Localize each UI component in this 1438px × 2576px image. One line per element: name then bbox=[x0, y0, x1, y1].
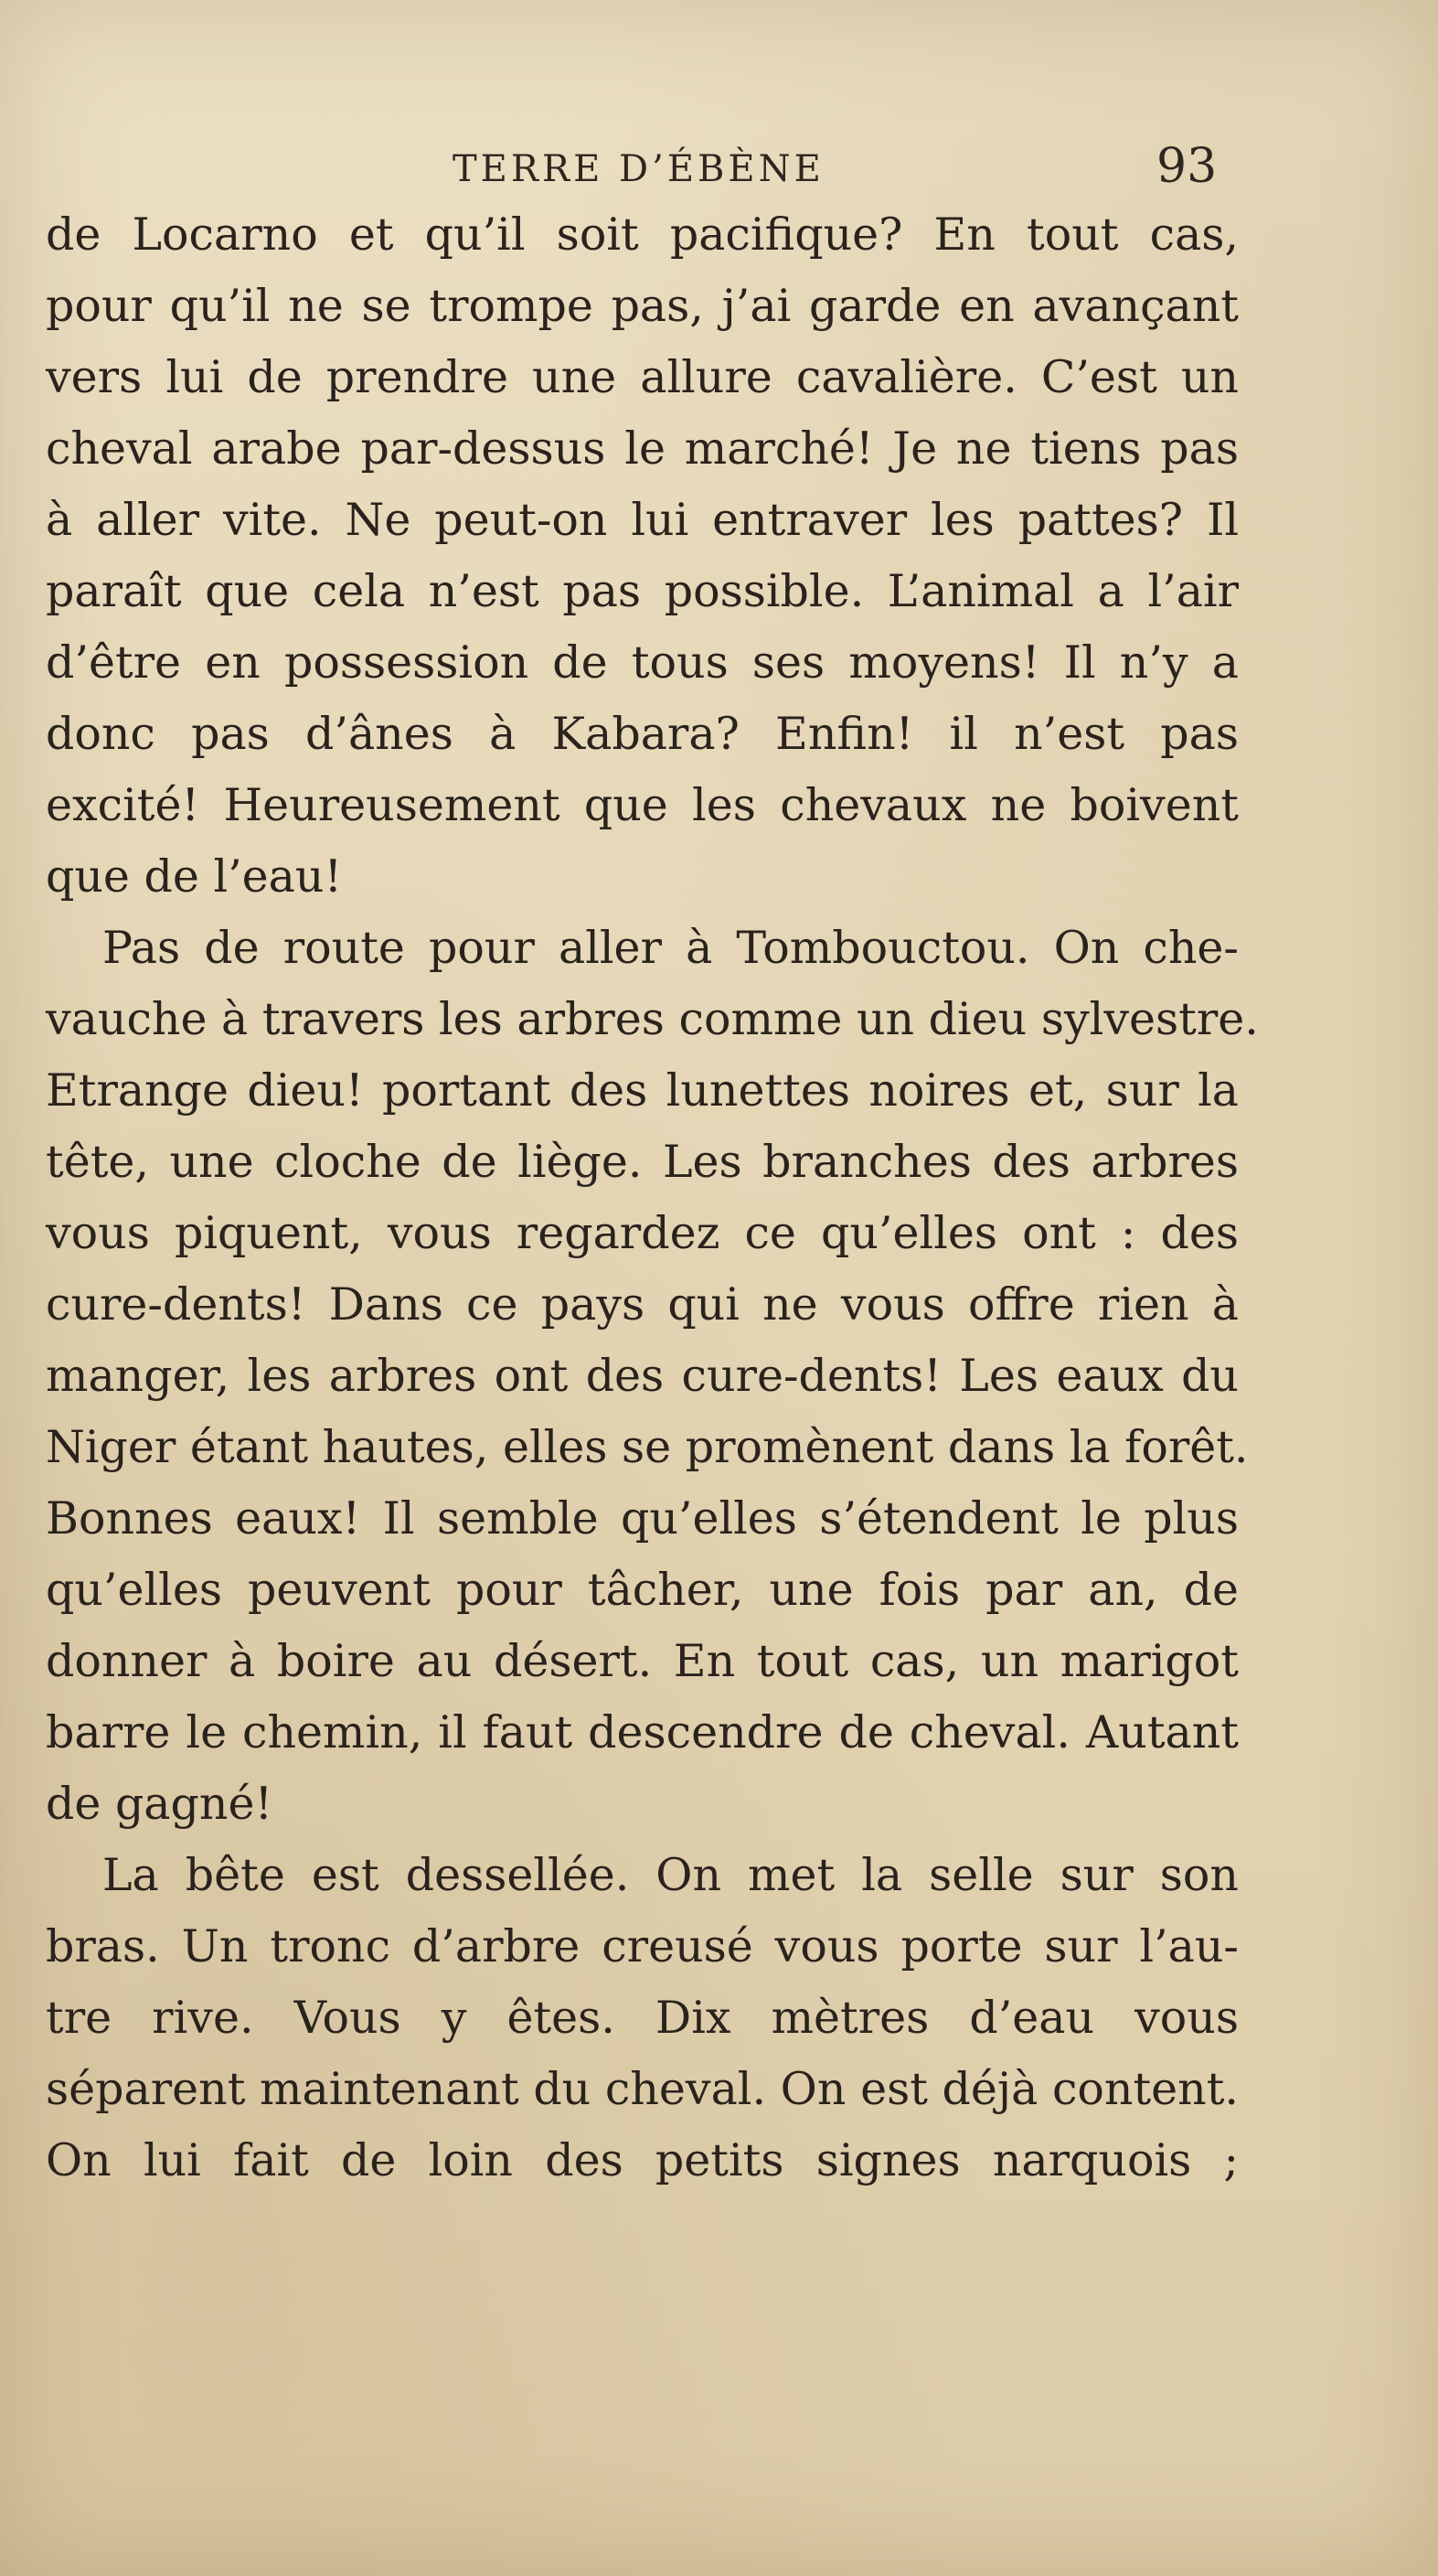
text-line: donc pas d’ânes à Kabara? Enfin! il n’est pas bbox=[46, 708, 1239, 760]
text-line: séparent maintenant du cheval. On est déjà content. bbox=[46, 2063, 1239, 2115]
text-line: excité! Heureusement que les chevaux ne boivent bbox=[46, 779, 1239, 831]
text-line: qu’elles peuvent pour tâcher, une fois par an, de bbox=[46, 1564, 1239, 1616]
text-line: tête, une cloche de liège. Les branches des arbres bbox=[46, 1136, 1239, 1188]
body-text bbox=[46, 199, 1259, 2197]
text-line: de gagné! bbox=[46, 1778, 273, 1830]
running-title: TERRE D’ÉBÈNE bbox=[453, 148, 825, 190]
text-line: vers lui de prendre une allure cavalière. C’est un bbox=[46, 351, 1239, 403]
text-line: On lui fait de loin des petits signes narquois ; bbox=[46, 2134, 1239, 2186]
text-line: pour qu’il ne se trompe pas, j’ai garde en avançant bbox=[46, 280, 1239, 332]
paragraph-start-line: Pas de route pour aller à Tombouctou. On che- bbox=[102, 922, 1239, 974]
text-line: bras. Un tronc d’arbre creusé vous porte sur l’au- bbox=[46, 1920, 1239, 1972]
text-line: cure-dents! Dans ce pays qui ne vous offre rien à bbox=[46, 1278, 1239, 1331]
text-line: Etrange dieu! portant des lunettes noires et, sur la bbox=[46, 1064, 1239, 1117]
text-line: manger, les arbres ont des cure-dents! Les eaux du bbox=[46, 1350, 1239, 1402]
text-line: vous piquent, vous regardez ce qu’elles ont : des bbox=[46, 1207, 1239, 1259]
text-line: cheval arabe par-dessus le marché! Je ne tiens pas bbox=[46, 422, 1239, 475]
text-line: Niger étant hautes, elles se promènent dans la forêt. bbox=[46, 1421, 1249, 1473]
text-line: barre le chemin, il faut descendre de cheval. Autant bbox=[46, 1706, 1239, 1758]
text-line: vauche à travers les arbres comme un dieu sylvestre. bbox=[46, 993, 1259, 1045]
text-line: d’être en possession de tous ses moyens! Il n’y a bbox=[46, 636, 1239, 689]
paragraph-start-line: La bête est dessellée. On met la selle sur son bbox=[102, 1849, 1239, 1901]
text-line: Bonnes eaux! Il semble qu’elles s’étendent le plus bbox=[46, 1492, 1239, 1545]
text-line: de Locarno et qu’il soit pacifique? En tout cas, bbox=[46, 208, 1239, 261]
text-line: tre rive. Vous y êtes. Dix mètres d’eau vous bbox=[46, 1992, 1239, 2044]
text-line: que de l’eau! bbox=[46, 850, 343, 903]
text-line: paraît que cela n’est pas possible. L’animal a l’air bbox=[46, 565, 1239, 617]
text-line: à aller vite. Ne peut-on lui entraver les pattes? Il bbox=[46, 494, 1239, 546]
text-line: donner à boire au désert. En tout cas, un marigot bbox=[46, 1635, 1239, 1687]
page-number: 93 bbox=[1156, 139, 1218, 194]
